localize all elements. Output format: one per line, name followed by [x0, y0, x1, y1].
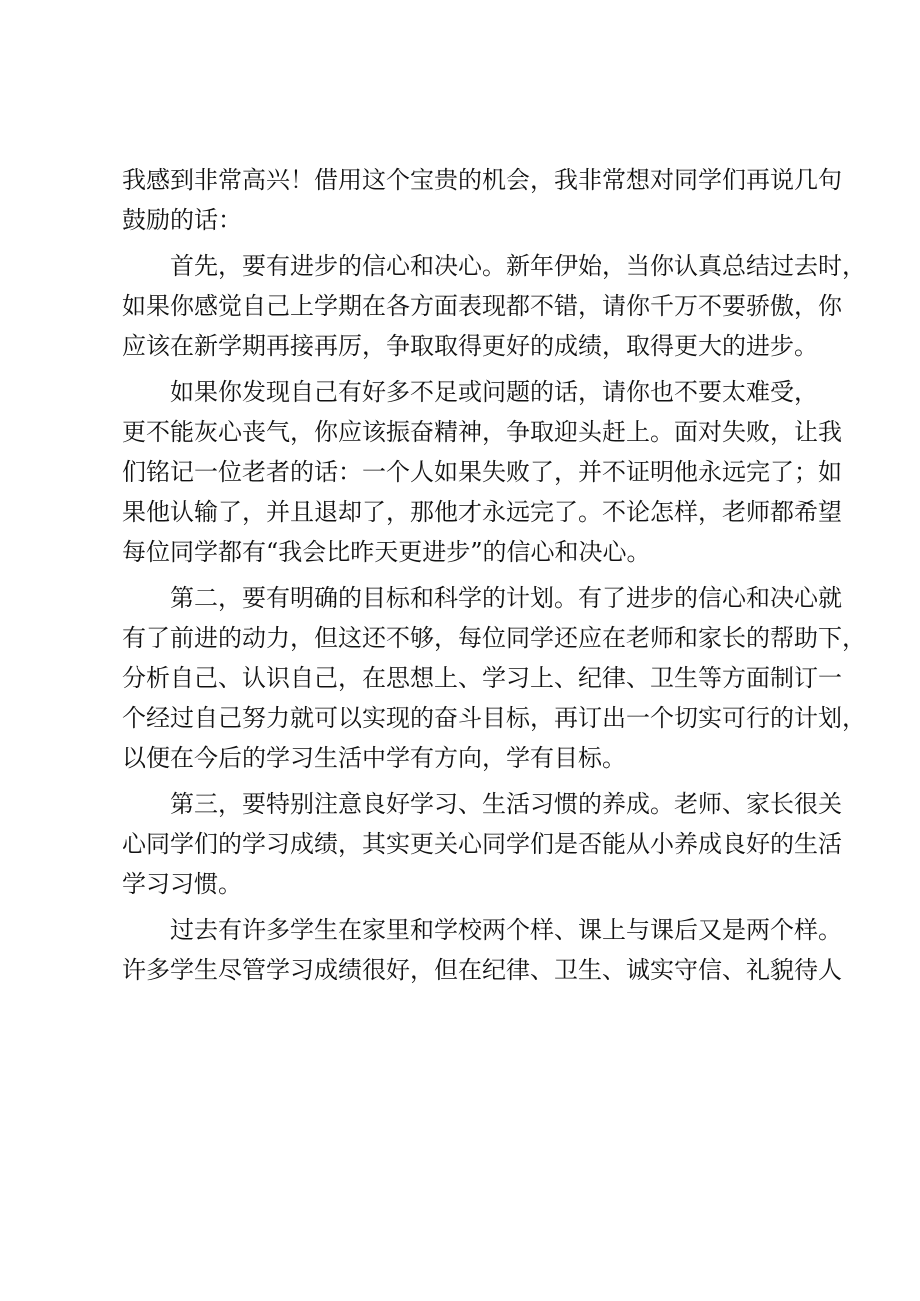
paragraph-line: 以便在今后的学习生活中学有方向，学有目标。	[122, 744, 626, 772]
document-body	[122, 160, 866, 990]
paragraph-line: 心同学们的学习成绩，其实更关心同学们是否能从小养成良好的生活	[122, 830, 842, 858]
paragraph-line: 分析自己、认识自己，在思想上、学习上、纪律、卫生等方面制订一	[122, 664, 842, 692]
paragraph-line: 个经过自己努力就可以实现的奋斗目标，再订出一个切实可行的计划，	[122, 704, 866, 732]
paragraph-line: 更不能灰心丧气，你应该振奋精神，争取迎头赶上。面对失败，让我	[122, 418, 842, 446]
paragraph-1	[122, 160, 842, 240]
paragraph-line: 如果你发现自己有好多不足或问题的话，请你也不要太难受，	[170, 378, 818, 406]
paragraph-line: 有了前进的动力，但这还不够，每位同学还应在老师和家长的帮助下，	[122, 624, 866, 652]
paragraph-6	[122, 910, 842, 990]
paragraph-line: 果他认输了，并且退却了，那他才永远完了。不论怎样，老师都希望	[122, 498, 842, 526]
paragraph-line: 如果你感觉自己上学期在各方面表现都不错，请你千万不要骄傲，你	[122, 292, 842, 320]
paragraph-line: 学习习惯。	[122, 870, 242, 898]
paragraph-4	[122, 578, 866, 778]
paragraph-3	[122, 372, 842, 572]
paragraph-line: 应该在新学期再接再厉，争取取得更好的成绩，取得更大的进步。	[122, 332, 818, 360]
paragraph-2	[122, 246, 866, 366]
paragraph-line: 们铭记一位老者的话：一个人如果失败了，并不证明他永远完了；如	[122, 458, 842, 486]
paragraph-line: 鼓励的话：	[122, 206, 242, 234]
paragraph-line: 我感到非常高兴！借用这个宝贵的机会，我非常想对同学们再说几句	[122, 166, 842, 194]
paragraph-line: 许多学生尽管学习成绩很好，但在纪律、卫生、诚实守信、礼貌待人	[122, 956, 842, 984]
paragraph-line: 每位同学都有“我会比昨天更进步”的信心和决心。	[122, 538, 651, 566]
paragraph-line: 首先，要有进步的信心和决心。新年伊始，当你认真总结过去时，	[170, 252, 866, 280]
paragraph-line: 第二，要有明确的目标和科学的计划。有了进步的信心和决心就	[170, 584, 842, 612]
paragraph-line: 过去有许多学生在家里和学校两个样、课上与课后又是两个样。	[170, 916, 842, 944]
paragraph-line: 第三，要特别注意良好学习、生活习惯的养成。老师、家长很关	[170, 790, 842, 818]
paragraph-5	[122, 784, 842, 904]
